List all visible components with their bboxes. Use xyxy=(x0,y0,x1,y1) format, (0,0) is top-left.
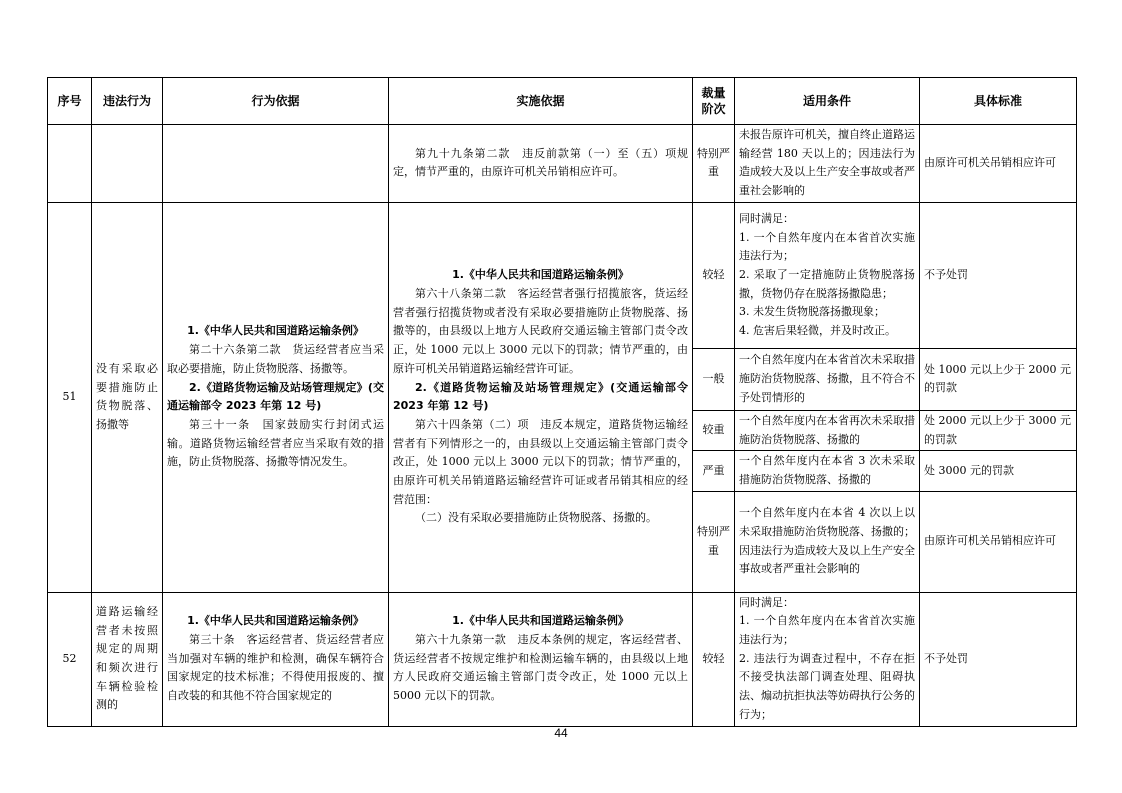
table-row xyxy=(48,202,1077,348)
header-standard: 具体标准 xyxy=(920,78,1077,125)
level-cell: 较轻 xyxy=(693,592,735,726)
standard-cell: 处 2000 元以上少于 3000 元的罚款 xyxy=(920,410,1077,450)
cont-level: 特别严重 xyxy=(693,125,735,203)
cont-conditions: 未报告原许可机关，擅自终止道路运输经营 180 天以上的；因违法行为造成较大及以上生产安全事故或者严重社会影响的 xyxy=(735,125,920,203)
row-number: 52 xyxy=(48,592,92,726)
legal-basis-cell: 1.《中华人民共和国道路运输条例》 第三十条 客运经营者、货运经营者应当加强对车辆的维护和检测，确保车辆符合国家规定的技术标准；不得使用报废的、擅自改装的和其他不符合国家规定的 xyxy=(163,592,389,726)
standard-cell: 处 1000 元以上少于 2000 元的罚款 xyxy=(920,348,1077,410)
conditions-cell: 一个自然年度内在本省 4 次以上以未采取措施防治货物脱落、扬撒的；因违法行为造成较大及以上生产安全事故或者严重社会影响的 xyxy=(735,491,920,592)
standard-cell: 由原许可机关吊销相应许可 xyxy=(920,491,1077,592)
violation-cell: 道路运输经营者未按照规定的周期和频次进行车辆检验检测的 xyxy=(92,592,163,726)
cont-standard: 由原许可机关吊销相应许可 xyxy=(920,125,1077,203)
table-header-row xyxy=(48,78,1077,125)
penalty-standards-table xyxy=(47,77,1077,727)
level-cell: 较轻 xyxy=(693,202,735,348)
header-implementation-basis: 实施依据 xyxy=(389,78,693,125)
page-number: 44 xyxy=(554,726,568,740)
header-legal-basis: 行为依据 xyxy=(163,78,389,125)
level-cell: 特别严重 xyxy=(693,491,735,592)
standard-cell: 不予处罚 xyxy=(920,202,1077,348)
conditions-cell: 同时满足： 1. 一个自然年度内在本省首次实施违法行为； 2. 违法行为调查过程中，不存在拒不接受执法部门调查处理、阻碍执法、煽动抗拒执法等妨碍执行公务的行为； xyxy=(735,592,920,726)
standard-cell: 不予处罚 xyxy=(920,592,1077,726)
cont-no xyxy=(48,125,92,203)
cont-basis xyxy=(163,125,389,203)
standard-cell: 处 3000 元的罚款 xyxy=(920,451,1077,491)
implementation-basis-cell: 1.《中华人民共和国道路运输条例》 第六十八条第二款 客运经营者强行招揽旅客，货运经营者强行招揽货物或者没有采取必要措施防止货物脱落、扬撒等的，由县级以上地方人民政府交通运输主管部门责令改正，处 1000 元以上 3000 元以下的罚款；情节严重的，由原许可机关吊销道路运输经营许可证。 2.《道路货物运输及站场管理规定》(交通运输部令 2023 年第 12 号) 第六十四条第（二）项 违反本规定，道路货物运输经营者有下列情形之一的，由县级以上交通运输主管部门责令改正，处 1000 元以上 3000 元以下的罚款；情节严重的，由原许可机关吊销道路运输经营许可证或者吊销其相应的经营范围： （二）没有采取必要措施防止货物脱落、扬撒的。 xyxy=(389,202,693,592)
table-row xyxy=(48,592,1077,726)
header-level: 裁量 阶次 xyxy=(693,78,735,125)
row-number: 51 xyxy=(48,202,92,592)
conditions-cell: 同时满足： 1. 一个自然年度内在本省首次实施违法行为； 2. 采取了一定措施防止货物脱落扬撒，货物仍存在脱落扬撒隐患； 3. 未发生货物脱落扬撒现象； 4. 危害后果轻微，并及时改正。 xyxy=(735,202,920,348)
conditions-cell: 一个自然年度内在本省再次未采取措施防治货物脱落、扬撒的 xyxy=(735,410,920,450)
table-row xyxy=(48,125,1077,203)
cont-impl: 第九十九条第二款 违反前款第（一）至（五）项规定，情节严重的，由原许可机关吊销相应许可。 xyxy=(389,125,693,203)
header-no: 序号 xyxy=(48,78,92,125)
violation-cell: 没有采取必要措施防止货物脱落、扬撒等 xyxy=(92,202,163,592)
level-cell: 一般 xyxy=(693,348,735,410)
header-conditions: 适用条件 xyxy=(735,78,920,125)
cont-act xyxy=(92,125,163,203)
header-violation: 违法行为 xyxy=(92,78,163,125)
legal-basis-cell: 1.《中华人民共和国道路运输条例》 第二十六条第二款 货运经营者应当采取必要措施，防止货物脱落、扬撒等。 2.《道路货物运输及站场管理规定》(交通运输部令 2023 年第 12 号) 第三十一条 国家鼓励实行封闭式运输。道路货物运输经营者应当采取有效的措施，防止货物脱落、扬撒等情况发生。 xyxy=(163,202,389,592)
implementation-basis-cell: 1.《中华人民共和国道路运输条例》 第六十九条第一款 违反本条例的规定，客运经营者、货运经营者不按规定维护和检测运输车辆的，由县级以上地方人民政府交通运输主管部门责令改正，处 1000 元以上 5000 元以下的罚款。 xyxy=(389,592,693,726)
conditions-cell: 一个自然年度内在本省首次未采取措施防治货物脱落、扬撒，且不符合不予处罚情形的 xyxy=(735,348,920,410)
level-cell: 严重 xyxy=(693,451,735,491)
conditions-cell: 一个自然年度内在本省 3 次未采取措施防治货物脱落、扬撒的 xyxy=(735,451,920,491)
level-cell: 较重 xyxy=(693,410,735,450)
